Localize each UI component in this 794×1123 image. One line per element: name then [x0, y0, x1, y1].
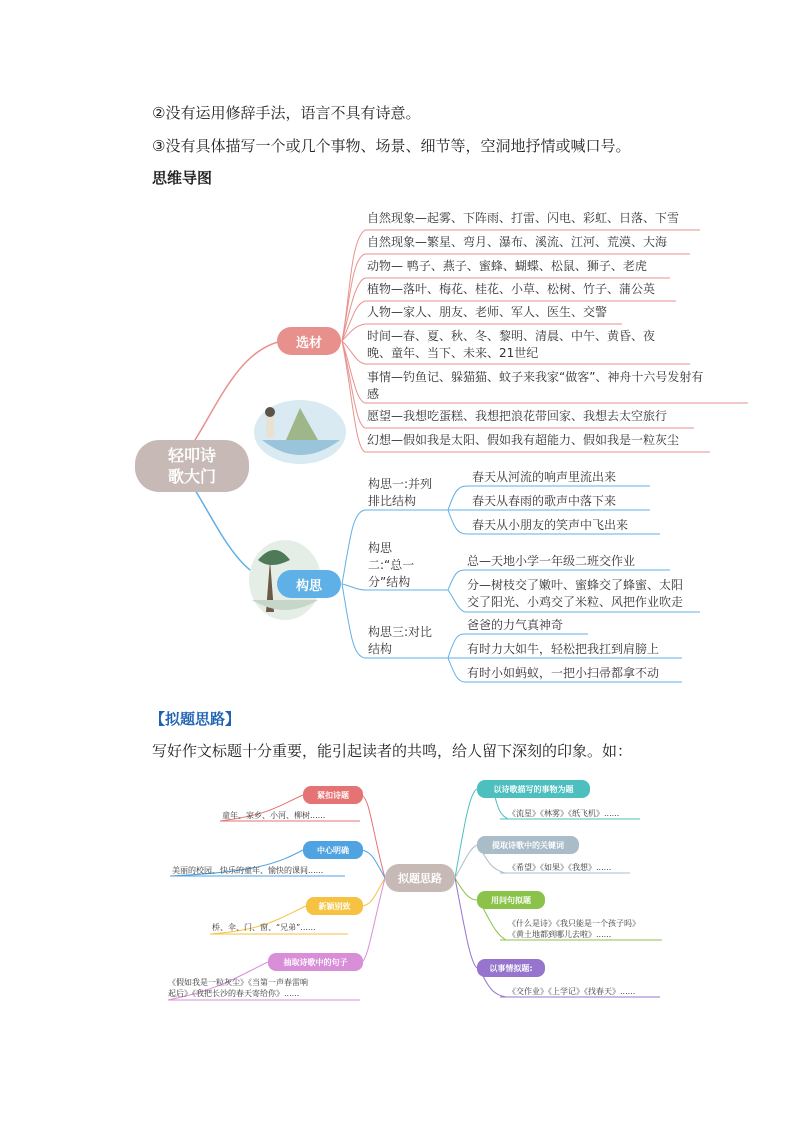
mm2-node-right: 用问句拟题 — [477, 891, 545, 909]
xuancai-item: 时间—春、夏、秋、冬、黎明、清晨、中午、黄昏、夜 — [367, 329, 656, 343]
xuancai-item: 自然现象—繁星、弯月、瀑布、溪流、江河、荒漠、大海 — [367, 235, 668, 249]
mm2-node-right: 提取诗歌中的关键词 — [477, 836, 579, 854]
mm2-node-right: 以事情拟题: — [477, 959, 545, 977]
xuancai-item: 动物— 鸭子、燕子、蜜蜂、蝴蝶、松鼠、狮子、老虎 — [367, 259, 647, 273]
gousi-group-title: 构思三:对比 结构 — [368, 625, 433, 656]
mm2-text: 起后》《我把长沙的春天寄给你》...... — [168, 989, 300, 998]
mm2-text: 《假如我是一粒灰尘》《当第一声春雷响 — [168, 978, 308, 987]
gousi-item: 春天从河流的响声里流出来 — [472, 470, 617, 484]
gousi-group-title: 构思 二:“总一 分”结构 — [368, 541, 415, 589]
gousi-item: 有时小如蚂蚁，一把小扫帚都拿不动 — [467, 666, 660, 680]
gousi-item: 交了阳光、小鸡交了米粒、风把作业吹走 — [467, 595, 684, 609]
intro-line-2: ②没有运用修辞手法，语言不具有诗意。 — [152, 104, 421, 122]
intro-line-3: ③没有具体描写一个或几个事物、场景、细节等，空洞地抒情或喊口号。 — [152, 137, 631, 155]
mindmap-heading: 思维导图 — [152, 169, 213, 187]
gousi-group-title: 构思一:并列 排比结构 — [368, 477, 433, 508]
xuancai-item: 晚、童年、当下、未来、21世纪 — [367, 346, 539, 360]
gousi-item: 总—天地小学一年级二班交作业 — [467, 554, 636, 568]
gousi-item: 春天从小朋友的笑声中飞出来 — [472, 518, 629, 532]
mm2-text: 《黄土地都到哪儿去啦》...... — [508, 930, 612, 939]
mm2-text: 《交作业》《上学记》《找春天》...... — [508, 987, 636, 996]
mm2-text: 桥、伞、门、窗、“兄弟”...... — [212, 923, 316, 932]
xuancai-item: 自然现象—起雾、下阵雨、打雷、闪电、彩虹、日落、下雪 — [367, 211, 680, 225]
gousi-item: 爸爸的力气真神奇 — [467, 618, 564, 632]
mm2-text: 《流星》《林雾》《纸飞机》...... — [508, 809, 620, 818]
mm2-node-left: 中心明确 — [303, 841, 363, 859]
section2-heading: 【拟题思路】 — [150, 710, 241, 728]
xuancai-item: 愿望—我想吃蛋糕、我想把浪花带回家、我想去太空旅行 — [367, 409, 668, 423]
mm2-text: 美丽的校园、快乐的童年、愉快的课间...... — [172, 866, 324, 875]
xuancai-item: 事情—钓鱼记、躲猫猫、蚊子来我家“做客”、神舟十六号发射有 — [367, 370, 704, 384]
branch-xuancai: 选材 — [277, 327, 341, 355]
mm2-node-right: 以诗歌描写的事物为题 — [477, 780, 590, 798]
mindmap1-root: 轻叩诗歌大门 — [135, 440, 249, 492]
mm2-text: 《希望》《如果》《我想》...... — [508, 863, 612, 872]
gousi-item: 有时力大如牛，轻松把我扛到肩膀上 — [467, 642, 660, 656]
gousi-item: 分—树枝交了嫩叶、蜜蜂交了蜂蜜、太阳 — [467, 578, 684, 592]
mm2-node-left: 紧扣诗题 — [303, 786, 363, 804]
mindmap2-root: 拟题思路 — [385, 864, 455, 892]
branch-gousi: 构思 — [277, 570, 341, 598]
mm2-node-left: 抽取诗歌中的句子 — [268, 953, 363, 971]
mm2-text: 《什么是诗》《我只能是一个孩子吗》 — [508, 919, 640, 928]
xuancai-item: 人物—家人、朋友、老师、军人、医生、交警 — [367, 305, 608, 319]
gousi-item: 春天从春雨的歌声中落下来 — [472, 494, 617, 508]
xuancai-item: 幻想—假如我是太阳、假如我有超能力、假如我是一粒灰尘 — [367, 433, 680, 447]
mm2-node-left: 新颖别致 — [306, 897, 363, 915]
mm2-text: 童年、家乡、小河、柳树...... — [222, 811, 326, 820]
section2-intro: 写好作文标题十分重要，能引起读者的共鸣，给人留下深刻的印象。如： — [152, 742, 633, 760]
xuancai-item: 感 — [367, 387, 380, 401]
xuancai-item: 植物—落叶、梅花、桂花、小草、松树、竹子、蒲公英 — [367, 282, 656, 296]
